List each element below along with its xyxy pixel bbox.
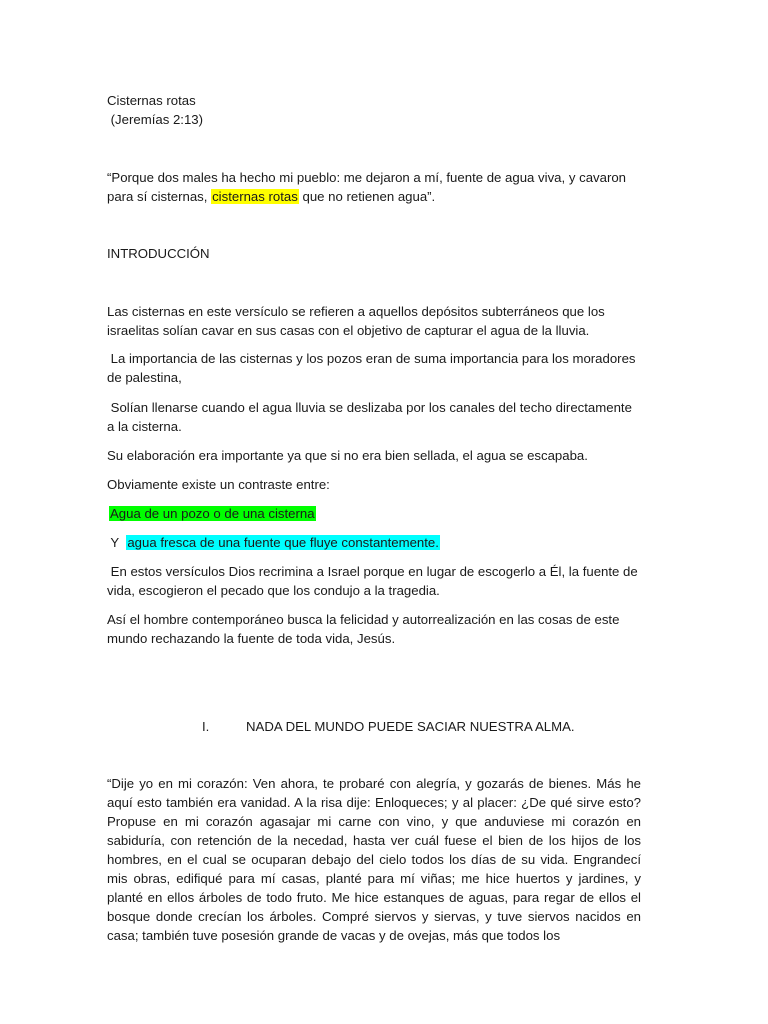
contrast-prefix: Y — [107, 535, 123, 550]
contrast-item-a — [107, 504, 643, 523]
section-heading — [202, 717, 642, 736]
closing-paragraph: Así el hombre contemporáneo busca la felicidad y autorrealización en las cosas de este mundo rechazando la fuente de toda vida, Jesús. — [107, 612, 620, 646]
intro-paragraph: Las cisternas en este versículo se refieren a aquellos depósitos subterráneos que los israelitas solían cavar en sus casas con el objetivo de capturar el agua de la lluvia. — [107, 304, 605, 338]
epigraph-highlight: cisternas rotas — [212, 189, 298, 204]
intro-heading: INTRODUCCIÓN — [107, 246, 210, 261]
epigraph-text-end: que no retienen agua”. — [298, 189, 436, 204]
contrast-highlight-b: agua fresca de una fuente que fluye constantemente. — [127, 535, 439, 550]
ecclesiastes-quote: “Dije yo en mi corazón: Ven ahora, te probaré con alegría, y gozarás de bienes. Más he aquí esto también era vanidad. A la risa dije: Enloqueces; y al placer: ¿De qué sirve esto? Propuse en mi corazón agasajar mi carne con vino, y que anduviese mi corazón en sabiduría, con retención de la necedad, hasta ver cuál fuese el bien de los hijos de los hombres, en el cual se ocuparan debajo del cielo todos los días de su vida. Engrandecí mis obras, edifiqué para mí casas, planté para mí viñas; me hice huertos y jardines, y planté en ellos árboles de todo fruto. Me hice estanques de aguas, para regar de ellos el bosque donde crecían los árboles. Compré siervos y siervas, y tuve siervos nacidos en casa; también tuve posesión grande de vacas y de ovejas, más que todos los — [107, 776, 641, 943]
intro-paragraph: Su elaboración era importante ya que si no era bien sellada, el agua se escapaba. — [107, 448, 588, 463]
section-title: NADA DEL MUNDO PUEDE SACIAR NUESTRA ALMA. — [246, 719, 575, 734]
contrast-item-b — [107, 533, 641, 552]
intro-paragraph: Obviamente existe un contraste entre: — [107, 477, 330, 492]
scripture-reference: (Jeremías 2:13) — [107, 112, 204, 127]
document-title: Cisternas rotas — [107, 93, 196, 108]
epigraph-text: “Porque dos males ha hecho mi pueblo: me dejaron a mí, fuente de agua viva, y cavaron para sí cisternas, — [107, 170, 627, 204]
contrast-highlight-a: Agua de un pozo o de una cisterna — [110, 506, 315, 521]
intro-paragraph: La importancia de las cisternas y los pozos eran de suma importancia para los moradores de palestina, — [107, 351, 640, 385]
closing-paragraph: En estos versículos Dios recrimina a Israel porque en lugar de escogerlo a Él, la fuente de vida, escogieron el pecado que los condujo a la tragedia. — [107, 564, 642, 598]
section-number: I. — [202, 719, 210, 734]
epigraph-quote — [107, 168, 641, 206]
intro-paragraph: Solían llenarse cuando el agua lluvia se deslizaba por los canales del techo directamente a la cisterna. — [107, 400, 636, 434]
